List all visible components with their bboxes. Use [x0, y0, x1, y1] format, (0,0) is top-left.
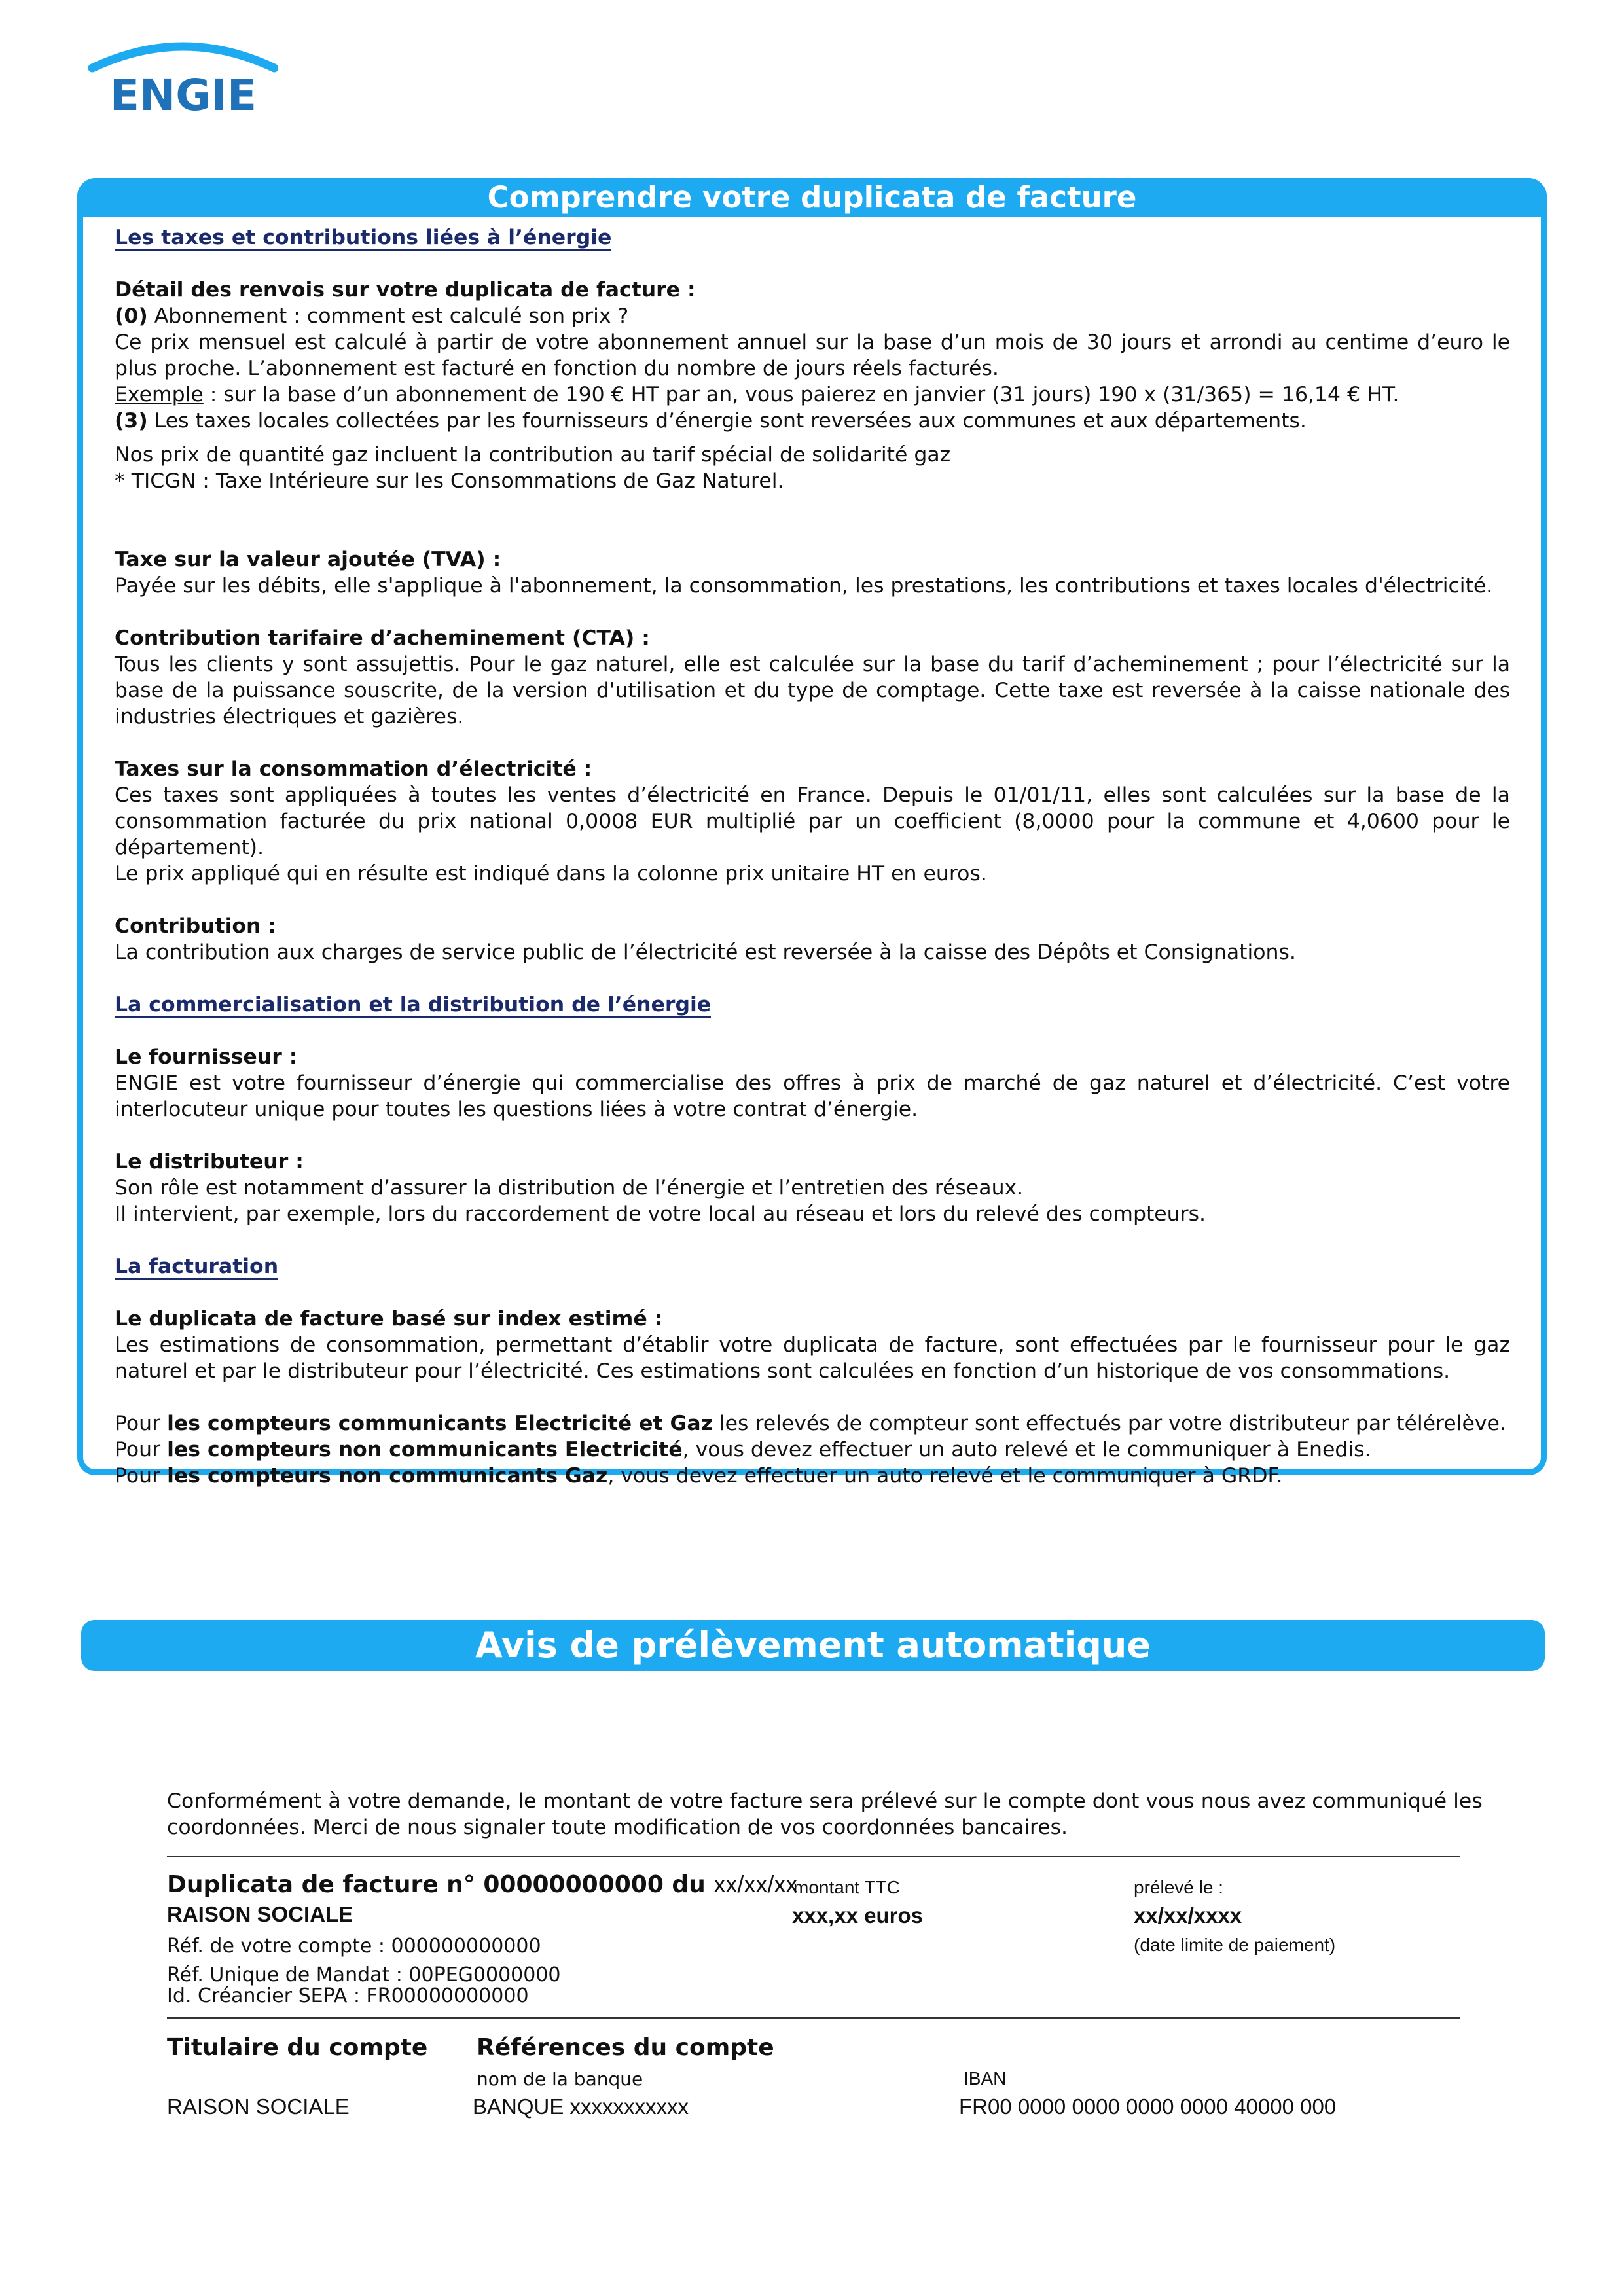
ref0-line: [115, 303, 1510, 329]
billing-section-heading: La facturation: [115, 1255, 279, 1278]
debit-date-label: prélevé le :: [1134, 1877, 1223, 1897]
example-line: [115, 382, 1510, 408]
gas-note-2: * TICGN : Taxe Intérieure sur les Consommations de Gaz Naturel.: [115, 469, 784, 493]
direct-debit-banner: Avis de prélèvement automatique: [81, 1620, 1545, 1671]
debit-date-note: (date limite de paiement): [1134, 1935, 1336, 1955]
tva-title: Taxe sur la valeur ajoutée (TVA) :: [115, 548, 501, 571]
meter-line-3: [115, 1463, 1510, 1489]
meter-line-2-bold: les compteurs non communicants Electricité: [167, 1438, 683, 1462]
contribution-body: La contribution aux charges de service public de l’électricité est reversée à la caisse des Dépôts et Consignations.: [115, 941, 1296, 964]
divider-bottom: [167, 2017, 1460, 2019]
direct-debit-intro: Conformément à votre demande, le montant de votre facture sera prélevé sur le compte dont vous nous avez communiqué les coordonnées. Merci de nous signaler toute modification de vos coordonnées bancaires.: [167, 1789, 1483, 1839]
cta-title: Contribution tarifaire d’acheminement (CTA) :: [115, 626, 650, 650]
example-label: Exemple: [115, 383, 204, 406]
elec-tax-body: Ces taxes sont appliquées à toutes les ventes d’électricité en France. Depuis le 01/01/11, elles sont calculées sur la base de la consommation facturée du prix national 0,0008 EUR multiplié par un coefficient (8,0000 pour la commune et 4,0600 pour le département).: [115, 783, 1510, 859]
engie-logo-text: ENGIE: [109, 70, 257, 118]
engie-logo: [88, 39, 278, 118]
divider-top: [167, 1856, 1460, 1857]
ref0-body: Ce prix mensuel est calculé à partir de votre abonnement annuel sur la base d’un mois de 30 jours et arrondi au centime d’euro le plus proche. L’abonnement est facturé en fonction du nombre de jours réels facturés.: [115, 331, 1510, 380]
supplier-body: ENGIE est votre fournisseur d’énergie qui commercialise des offres à prix de marché de gaz naturel et d’électricité. C’est votre interlocuteur unique pour toutes les questions liées à votre contrat d’énergie.: [115, 1071, 1510, 1121]
bank-name-label: nom de la banque: [477, 2068, 643, 2090]
estimate-title: Le duplicata de facture basé sur index estimé :: [115, 1307, 663, 1331]
invoice-reference-line: [167, 1871, 797, 1898]
supplier-title: Le fournisseur :: [115, 1045, 298, 1069]
detail-title: Détail des renvois sur votre duplicata de facture :: [115, 278, 696, 302]
meter-line-1: [115, 1410, 1510, 1437]
meter-line-1-bold: les compteurs communicants Electricité et Gaz: [167, 1412, 713, 1435]
meter-line-2-pre: Pour: [115, 1438, 168, 1462]
tva-body: Payée sur les débits, elle s'applique à l'abonnement, la consommation, les prestations, les contributions et taxes locales d'électricité.: [115, 574, 1493, 598]
example-text: : sur la base d’un abonnement de 190 € HT par an, vous paierez en janvier (31 jours) 190 x (31/365) = 16,14 € HT.: [203, 383, 1399, 406]
distributor-body-1: Son rôle est notamment d’assurer la distribution de l’énergie et l’entretien des réseaux.: [115, 1176, 1024, 1200]
amount-label: montant TTC: [793, 1877, 900, 1897]
meter-line-3-bold: les compteurs non communicants Gaz: [167, 1464, 608, 1488]
invoice-date: xx/xx/xx: [713, 1871, 798, 1897]
invoice-label: Duplicata de facture n° 00000000000 du: [167, 1871, 714, 1898]
ref3-marker: (3): [115, 409, 148, 433]
account-reference: Réf. de votre compte : 000000000000: [167, 1935, 541, 1958]
account-references-title: Références du compte: [477, 2034, 774, 2061]
contribution-title: Contribution :: [115, 914, 277, 938]
estimate-body: Les estimations de consommation, permettant d’établir votre duplicata de facture, sont effectuées par le fournisseur pour le gaz naturel et par le distributeur pour l’électricité. Ces estimations sont calculées en fonction d’un historique de vos consommations.: [115, 1333, 1510, 1383]
understand-invoice-content: [115, 224, 1510, 1489]
bank-name-value: BANQUE xxxxxxxxxxx: [473, 2094, 689, 2119]
ref3-line: [115, 408, 1510, 434]
iban-label: IBAN: [964, 2068, 1007, 2089]
engie-logo-graphic: [88, 39, 278, 118]
elec-tax-title: Taxes sur la consommation d’électricité :: [115, 757, 592, 781]
meter-line-2-post: , vous devez effectuer un auto relevé et le communiquer à Enedis.: [682, 1438, 1371, 1462]
creditor-id: Id. Créancier SEPA : FR00000000000: [167, 1984, 529, 2007]
meter-line-1-post: les relevés de compteur sont effectués par votre distributeur par télérelève.: [712, 1412, 1506, 1435]
meter-line-1-pre: Pour: [115, 1412, 168, 1435]
amount-value: xxx,xx euros: [792, 1903, 923, 1928]
understand-invoice-title: Comprendre votre duplicata de facture: [77, 178, 1547, 217]
debit-date-value: xx/xx/xxxx: [1134, 1903, 1242, 1928]
ref0-marker: (0): [115, 304, 148, 328]
iban-value: FR00 0000 0000 0000 0000 40000 000: [959, 2094, 1337, 2119]
account-holder-title: Titulaire du compte: [167, 2034, 428, 2061]
taxes-section-heading: Les taxes et contributions liées à l’énergie: [115, 226, 612, 249]
commercialisation-section-heading: La commercialisation et la distribution de l’énergie: [115, 993, 712, 1016]
company-name: RAISON SOCIALE: [167, 1902, 353, 1926]
meter-line-2: [115, 1437, 1510, 1463]
account-holder-value: RAISON SOCIALE: [167, 2094, 350, 2119]
meter-line-3-post: , vous devez effectuer un auto relevé et le communiquer à GRDF.: [607, 1464, 1283, 1488]
mandate-reference: Réf. Unique de Mandat : 00PEG0000000: [167, 1964, 561, 1986]
meter-line-3-pre: Pour: [115, 1464, 168, 1488]
distributor-body-2: Il intervient, par exemple, lors du raccordement de votre local au réseau et lors du relevé des compteurs.: [115, 1202, 1206, 1226]
gas-note-1: Nos prix de quantité gaz incluent la contribution au tarif spécial de solidarité gaz: [115, 443, 951, 467]
cta-body: Tous les clients y sont assujettis. Pour le gaz naturel, elle est calculée sur la base du tarif d’acheminement ; pour l’électricité sur la base de la puissance souscrite, de la version d'utilisation et du type de comptage. Cette taxe est reversée à la caisse nationale des industries électriques et gazières.: [115, 653, 1510, 728]
ref3-text: Les taxes locales collectées par les fournisseurs d’énergie sont reversées aux communes et aux départements.: [147, 409, 1307, 433]
elec-tax-body-2: Le prix appliqué qui en résulte est indiqué dans la colonne prix unitaire HT en euros.: [115, 862, 987, 886]
understand-invoice-panel: [77, 178, 1547, 1488]
distributor-title: Le distributeur :: [115, 1150, 304, 1174]
ref0-text: Abonnement : comment est calculé son prix ?: [147, 304, 629, 328]
